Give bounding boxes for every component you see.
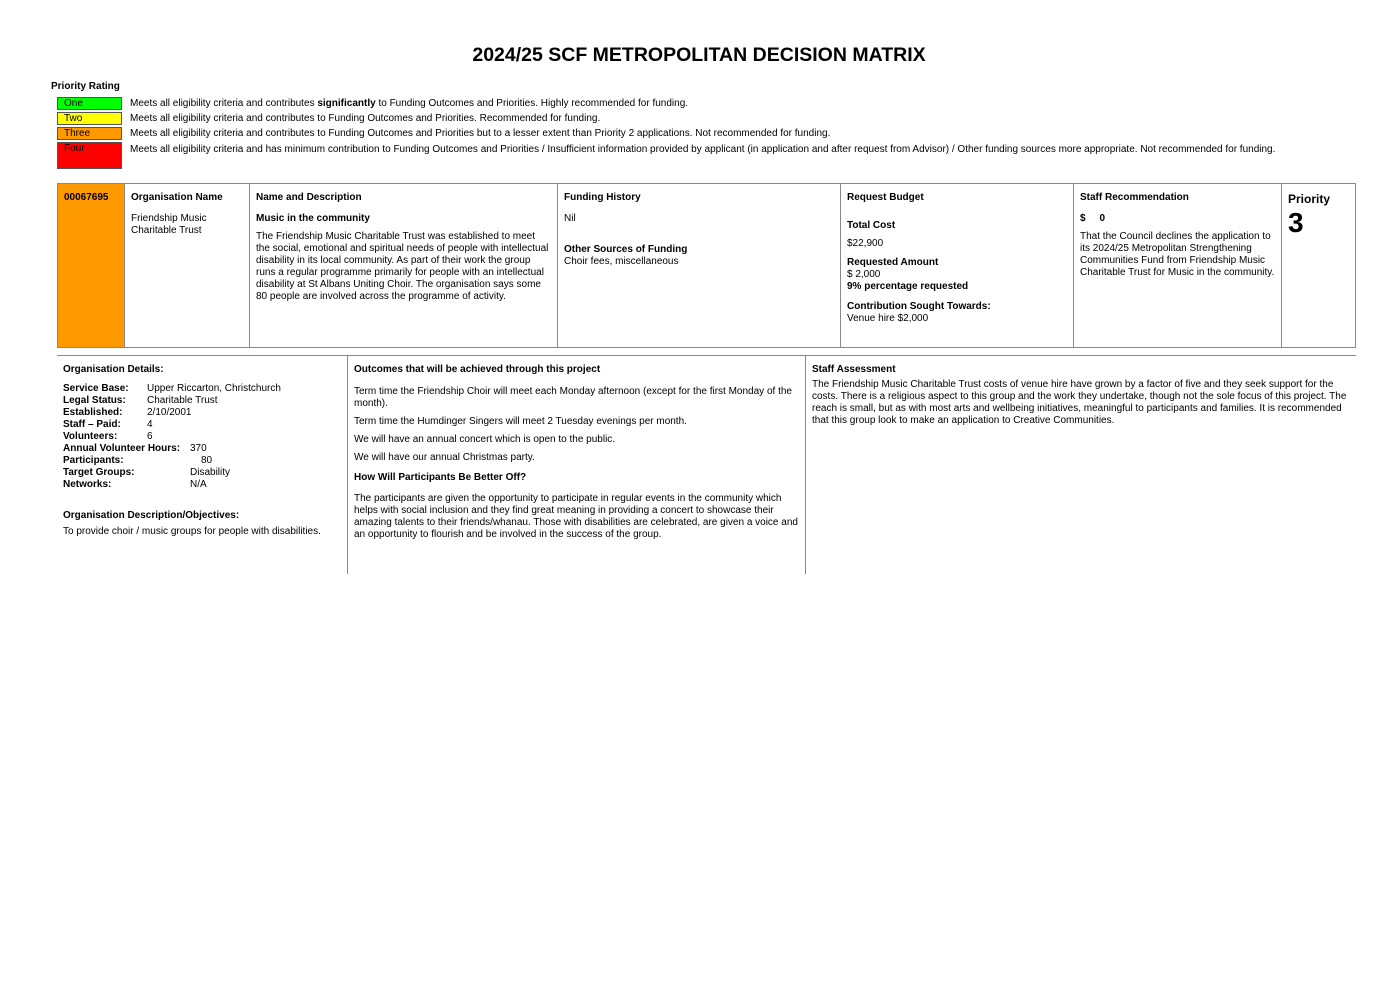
name-description-cell bbox=[250, 184, 558, 347]
contribution: Venue hire $2,000 bbox=[847, 313, 929, 324]
outcomes-section bbox=[348, 356, 806, 574]
funding-history-cell bbox=[558, 184, 841, 347]
priority-desc-four: Meets all eligibility criteria and has minimum contribution to Funding Outcomes and Priorities / Insufficient information provided by applicant (in application and after request from Advisor) / Other funding sources more appropriate. Not recommended for funding. bbox=[130, 144, 1276, 155]
project-name: Music in the community bbox=[256, 213, 370, 224]
contribution-heading: Contribution Sought Towards: bbox=[847, 301, 991, 312]
priority-value: 3 bbox=[1288, 207, 1304, 238]
outcome-item: Term time the Friendship Choir will meet each Monday afternoon (except for the first Monday of the month). bbox=[354, 386, 792, 409]
other-sources: Choir fees, miscellaneous bbox=[564, 256, 679, 267]
priority-desc-one: Meets all eligibility criteria and contributes significantly to Funding Outcomes and Priorities. Highly recommended for funding. bbox=[130, 98, 689, 109]
detail-row-volunteers: Volunteers: 6 bbox=[63, 431, 153, 442]
staff-assessment-heading: Staff Assessment bbox=[812, 364, 896, 375]
requested-amount: $ 2,000 bbox=[847, 269, 881, 280]
project-description: The Friendship Music Charitable Trust was established to meet the social, emotional and spiritual needs of people with intellectual disability in its local community. As part of their work the group runs a regular programme primarily for people with an intellectual disability at St Albans Uniting Choir. The organisation says some 80 people are involved across the programme of activity. bbox=[256, 231, 549, 302]
priority-desc-three: Meets all eligibility criteria and contributes to Funding Outcomes and Priorities but to a lesser extent than Priority 2 applications. Not recommended for funding. bbox=[130, 128, 831, 139]
outcomes-heading: Outcomes that will be achieved through this project bbox=[354, 364, 601, 375]
org-name-cell bbox=[125, 184, 250, 347]
priority-swatch-three: Three bbox=[57, 127, 122, 140]
outcome-item: We will have our annual Christmas party. bbox=[354, 452, 535, 463]
funding-history: Nil bbox=[564, 213, 576, 224]
funding-history-heading: Funding History bbox=[564, 192, 641, 203]
staff-assessment-text: The Friendship Music Charitable Trust costs of venue hire have grown by a factor of five and they seek support for the costs. There is a religious aspect to this group and the work they undertake, though not the sole focus of this project. The reach is small, but as with most arts and wellbeing initiatives, meaningful to participants and families. It is recommended that this group look to make an application to Creative Communities. bbox=[812, 379, 1347, 426]
detail-row-target-groups: Target Groups: Disability bbox=[63, 467, 231, 478]
detail-row-networks: Networks: N/A bbox=[63, 479, 207, 490]
org-name-heading: Organisation Name bbox=[131, 192, 223, 203]
name-description-heading: Name and Description bbox=[256, 192, 362, 203]
detail-row-service-base: Service Base: Upper Riccarton, Christchurch bbox=[63, 383, 281, 394]
total-cost: $22,900 bbox=[847, 238, 884, 249]
better-off-heading: How Will Participants Be Better Off? bbox=[354, 472, 527, 483]
detail-row-volunteer-hours: Annual Volunteer Hours: 370 bbox=[63, 443, 207, 454]
priority-heading: Priority bbox=[1288, 192, 1331, 206]
page-title: 2024/25 SCF METROPOLITAN DECISION MATRIX bbox=[472, 44, 926, 66]
org-name: Friendship Music Charitable Trust bbox=[131, 213, 207, 236]
priority-desc-two: Meets all eligibility criteria and contributes to Funding Outcomes and Priorities. Recommended for funding. bbox=[130, 113, 601, 124]
outcome-item: We will have an annual concert which is open to the public. bbox=[354, 434, 616, 445]
staff-recommendation-text: That the Council declines the application to its 2024/25 Metropolitan Strengthening Communities Fund from Friendship Music Charitable Trust for Music in the community. bbox=[1080, 231, 1275, 278]
priority-cell bbox=[1282, 184, 1355, 347]
percentage-requested: 9% percentage requested bbox=[847, 281, 969, 292]
staff-assessment-section bbox=[806, 356, 1356, 574]
request-budget-heading: Request Budget bbox=[847, 192, 924, 203]
detail-row-legal-status: Legal Status: Charitable Trust bbox=[63, 395, 218, 406]
details-section bbox=[57, 355, 1356, 574]
detail-row-established: Established: 2/10/2001 bbox=[63, 407, 192, 418]
priority-swatch-one: One bbox=[57, 97, 122, 110]
outcome-item: Term time the Humdinger Singers will meet 2 Tuesday evenings per month. bbox=[354, 416, 687, 427]
objectives-text: To provide choir / music groups for people with disabilities. bbox=[63, 526, 321, 537]
requested-amount-heading: Requested Amount bbox=[847, 257, 939, 268]
detail-row-staff-paid: Staff – Paid: 4 bbox=[63, 419, 153, 430]
better-off-text: The participants are given the opportunity to participate in regular events in the community which helps with social inclusion and they find great meaning in providing a concert to showcase their amazing talents to their friends/whanau. Those with disabilities are celebrated, are given a voice and an opportunity to flourish and be involved in the success of the group. bbox=[354, 493, 798, 540]
other-sources-heading: Other Sources of Funding bbox=[564, 244, 688, 255]
total-cost-heading: Total Cost bbox=[847, 220, 896, 231]
application-id: 00067695 bbox=[64, 192, 109, 203]
request-budget-cell bbox=[841, 184, 1074, 347]
org-details-heading: Organisation Details: bbox=[63, 364, 164, 375]
priority-swatch-four: Four bbox=[57, 142, 122, 169]
staff-recommendation-cell bbox=[1074, 184, 1282, 347]
priority-rating-heading: Priority Rating bbox=[51, 81, 120, 92]
staff-recommendation-heading: Staff Recommendation bbox=[1080, 192, 1189, 203]
staff-recommendation-amount: $ 0 bbox=[1080, 213, 1106, 224]
detail-row-participants: Participants: 80 bbox=[63, 455, 213, 466]
objectives-heading: Organisation Description/Objectives: bbox=[63, 510, 240, 521]
organisation-details bbox=[57, 356, 348, 574]
application-id-cell bbox=[58, 184, 125, 347]
priority-swatch-two: Two bbox=[57, 112, 122, 125]
application-summary-table bbox=[57, 183, 1356, 348]
